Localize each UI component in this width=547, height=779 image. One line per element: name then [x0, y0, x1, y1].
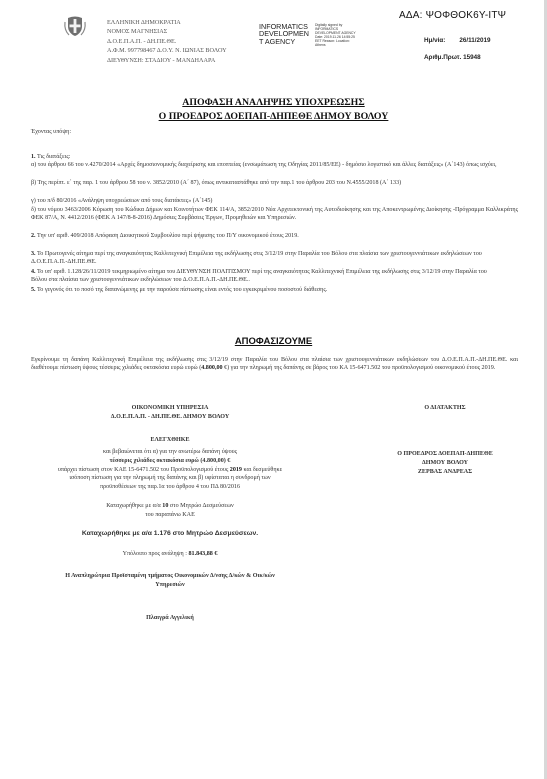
clause-text: Την υπ' αριθ. 409/2018 Απόφαση Διοικητικού Συμβουλίου περί ψήφισης του Π/Υ οικονομικού έτους 2019.: [37, 233, 299, 239]
clause-1b: β) Της περίπτ. ε΄ της παρ. 1 του άρθρου 58 του ν. 3852/2010 (Α΄ 87), όπως αντικαταστάθηκε από την παρ.1 του άρθρου 203 του Ν.4555/2018 (Α΄ 133): [31, 180, 402, 186]
finance-line: [40, 502, 300, 511]
finance-line: προϋποθέσεων της παρ.1α του άρθρου 4 του ΠΔ 80/2016: [100, 484, 240, 491]
finance-heading-org: Δ.Ο.Ε.Π.Α.Π. - ΔΗ.ΠΕ.ΘΕ. ΔΗΜΟΥ ΒΟΛΟΥ: [110, 413, 230, 420]
authorizer-org: ΔΗΜΟΥ ΒΟΛΟΥ: [421, 459, 469, 466]
document-title: ΑΠΟΦΑΣΗ ΑΝΑΛΗΨΗΣ ΥΠΟΧΡΕΩΣΗΣ: [182, 97, 365, 108]
deputy-title: [30, 572, 310, 590]
finance-amount-words: τέσσερις χιλιάδες οκτακόσια ευρώ (4.800,00) €: [109, 457, 231, 464]
date-value: 26/11/2019: [459, 37, 491, 44]
date-label: Ημ/νία:: [424, 37, 446, 44]
clause-5: [31, 286, 327, 294]
authorizer-name: ΖΕΡΒΑΣ ΑΝΔΡΕΑΣ: [417, 468, 473, 475]
finance-year: 2019: [229, 466, 242, 473]
finance-line: [20, 466, 320, 475]
clause-1c: γ) του π/δ 80/2016 «Ανάληψη υποχρεώσεων από τους διατάκτες» (Α΄145): [31, 198, 213, 204]
authorizer-block: [370, 450, 520, 476]
deputy-title-line: Υπηρεσιών: [155, 581, 185, 588]
header-line: ΕΛΛΗΝΙΚΗ ΔΗΜΟΚΡΑΤΙΑ: [107, 19, 181, 26]
hellenic-republic-emblem-icon: [63, 14, 87, 38]
decision-text-part: Εγκρίνουμε τη δαπάνη Καλλιτεχνική Επιμέλεια της εκδήλωσης στις 3/12/19 στην Παραλία του Βόλου στα πλαίσια των χριστουγεννιάτικων εκδηλώσεων του Δ.Ο.Ε.Π.Α.Π.-ΔΗ.ΠΕ.ΘΕ. και διαθέτουμε πίστωση ύψους τέσσερις χιλιάδες οκτακόσια ευρώ ευρώ (: [31, 357, 518, 372]
finance-line: ισόποση πίστωση για την πληρωμή της δαπάνης και β) υφίσταται η συνδρομή των: [69, 475, 271, 482]
finance-service-block: [40, 404, 300, 422]
finance-line-part: υπάρχει πίστωση στον ΚΑΕ 15-6471.502 του Προϋπολογισμού έτους: [57, 466, 230, 473]
clause-number: 5.: [31, 287, 36, 293]
clause-1a: α) του άρθρου 66 του ν.4270/2014 «Αρχές δημοσιονομικής διαχείρισης και εποπτείας (ενσωμάτωση της Οδηγίας 2011/85/ΕΕ) - δημόσιο λογιστικό και άλλες διατάξεις» (Α΄143) όπως ισχύει,: [31, 162, 497, 168]
deputy-title-line: Η Αναπληρώτρια Προϊσταμένη τμήματος Οικονομικών Δ/νσης Δ/κών & Οικ/κών: [65, 573, 275, 579]
protocol-label: Αριθμ.Πρωτ.: [424, 54, 462, 61]
deputy-name: Πλαιγρά Αγγελική: [146, 615, 194, 621]
finance-line: του παραπάνω ΚΑΕ: [145, 511, 195, 518]
clause-number: 1.: [31, 154, 36, 160]
finance-line-part: και δεσμεύθηκε: [241, 466, 283, 473]
protocol-row: [424, 54, 481, 61]
signature-agency: INFORMATICS DEVELOPMEN T AGENCY: [259, 22, 309, 46]
clause-3: [31, 250, 491, 267]
issuer-header: [107, 18, 227, 65]
commitment-register: [40, 502, 300, 520]
remaining-label: Υπόλοιπο προς ανάληψη :: [122, 551, 189, 557]
remaining-value: 81.843,88 €: [188, 551, 218, 557]
clause-text: Το υπ' αριθ. 1.128/26/11/2019 τεκμηριωμένο αίτημα του ΔΙΕΥΘΥΝΣΗ ΠΟΛΙΤΙΣΜΟΥ περί της αναγκαιότητας Καλλιτεχνική Επιμέλεια της εκδήλωσης στις 3/12/19 στην Παραλία του Βόλου στα πλαίσια των χριστουγεννιάτικων εκδηλώσεων του Δ.Ο.Ε.Π.Α.Π.-ΔΗ.ΠΕ.ΘΕ..: [31, 269, 487, 284]
clause-4: [31, 268, 491, 285]
checked-stamp: ΕΛΕΓΧΘΗΚΕ: [150, 437, 190, 443]
finance-line-part: Καταχωρήθηκε με α/α: [106, 503, 163, 509]
document-subtitle: Ο ΠΡΟΕΔΡΟΣ ΔΟΕΠΑΠ-ΔΗΠΕΘΕ ΔΗΜΟΥ ΒΟΛΟΥ: [158, 111, 389, 122]
authorizer-title: Ο ΠΡΟΕΔΡΟΣ ΔΟΕΠΑΠ-ΔΗΠΕΘΕ: [397, 451, 493, 457]
clause-2: [31, 232, 299, 240]
clause-text: Το Πρωτογενές αίτημα περί της αναγκαιότητας Καλλιτεχνική Επιμέλεια της εκδήλωσης στις 3/12/19 στην Παραλία του Βόλου στα πλαίσια των χριστουγεννιάτικων εκδηλώσεων του Δ.Ο.Ε.Π.Α.Π.-ΔΗ.ΠΕ.ΘΕ.: [31, 251, 482, 266]
header-line: Δ.Ο.Ε.Π.Α.Π. - ΔΗ.ΠΕ.ΘΕ.: [107, 37, 177, 45]
finance-heading: ΟΙΚΟΝΟΜΙΚΗ ΥΠΗΡΕΣΙΑ: [131, 405, 209, 411]
decision-text-part: €) για την πληρωμή της δαπάνης σε βάρος του ΚΑ 15-6471.502 του προϋπολογισμού οικονομικού έτους 2019.: [222, 365, 496, 372]
decision-heading: ΑΠΟΦΑΣΙΖΟΥΜΕ: [234, 336, 313, 347]
header-line: Α.Φ.Μ. 997798467 Δ.Ο.Υ. Ν. ΙΩΝΙΑΣ ΒΟΛΟΥ: [107, 47, 227, 55]
finance-line-part: στο Μητρώο Δεσμεύσεων: [168, 503, 234, 509]
finance-line: και βεβαιώνεται ότι α) για την ανωτέρω δαπάνη ύψους: [102, 449, 238, 455]
clause-number: 3.: [31, 251, 36, 257]
clause-number: 2.: [31, 233, 36, 239]
protocol-value: 15948: [463, 54, 481, 61]
considering-label: Έχοντας υπόψη:: [31, 129, 72, 135]
decision-text: [31, 356, 518, 373]
finance-statement: [20, 448, 320, 492]
registered-statement: Καταχωρήθηκε με α/α 1.176 στο Μητρώο Δεσμεύσεων.: [81, 530, 259, 537]
signature-details: Digitally signed by INFORMATICS DEVELOPMENT AGENCY Date: 2019.11.26 14:55:25 EET Reason: Location: Athens: [315, 23, 356, 47]
header-line: ΔΙΕΥΘΥΝΣΗ: ΣΤΑΔΙΟΥ - ΜΑΝΔΗΛΑΡΑ: [107, 56, 216, 64]
decision-amount: 4.800,00: [201, 365, 223, 372]
clause-text: Τις διατάξεις:: [37, 154, 71, 160]
digital-signature: [259, 23, 359, 57]
ada-code: ΑΔΑ: ΨΟΦΘΟΚ6Υ-ΙΤΨ: [399, 10, 507, 21]
register-number: 10: [162, 503, 169, 509]
header-line: ΝΟΜΟΣ ΜΑΓΝΗΣΙΑΣ: [107, 28, 168, 36]
clause-1d: δ) του νόμου 3463/2006 Κύρωση του Κώδικα Δήμων και Κοινοτήτων ΦΕΚ 114/Α, 3852/2010 Νέα Αρχιτεκτονική της Αυτοδιοίκησης και της Αποκεντρωμένης Διοίκησης -Πρόγραμμα Καλλικράτης ΦΕΚ 87/Α, Ν. 4412/2016 (ΦΕΚ Α 147/8-8-2016) Δημόσιες Συμβάσεις Έργων, Προμηθειών και Υπηρεσιών.: [31, 207, 518, 222]
clause-text: Το γεγονός ότι το ποσό της δαπανώμενης με την παρούσα πίστωσης είναι εντός του εγκεκριμένου ποσοστού διάθεσης.: [37, 287, 328, 293]
remaining-balance: [40, 550, 300, 559]
clause-number: 4.: [31, 269, 36, 275]
authorizer-label: Ο ΔΙΑΤΑΚΤΗΣ: [424, 405, 466, 411]
date-row: [424, 37, 491, 44]
